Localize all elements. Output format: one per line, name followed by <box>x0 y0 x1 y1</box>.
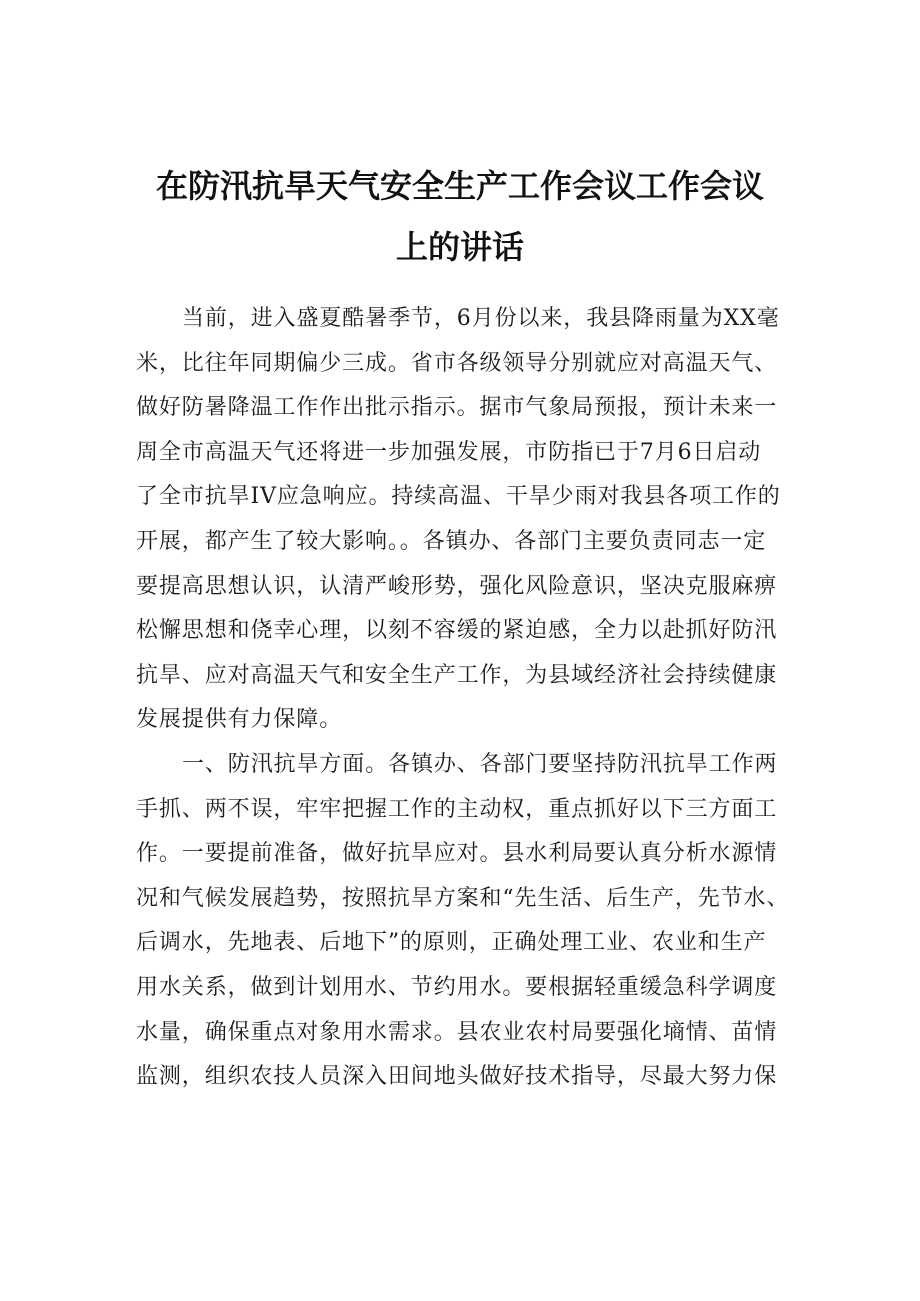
text-line: 米，比往年同期偏少三成。省市各级领导分别就应对高温天气、 <box>136 350 778 376</box>
text-line: 开展，都产生了较大影响。。各镇办、各部门主要负责同志一定 <box>136 528 767 554</box>
text-line: 做好防暑降温工作作出批示指示。据市气象局预报，预计未来一 <box>136 395 778 421</box>
text-line: 况和气候发展趋势，按照抗旱方案和“先生活、后生产，先节水、 <box>136 885 790 911</box>
text-line: 了全市抗旱IV应急响应。持续高温、干旱少雨对我县各项工作的 <box>136 484 781 510</box>
text-line: 监测，组织农技人员深入田间地头做好技术指导，尽最大努力保 <box>136 1064 778 1090</box>
text-line: 抗旱、应对高温天气和安全生产工作，为县域经济社会持续健康 <box>136 662 778 688</box>
page-title-line-2: 上的讲话 <box>395 228 524 266</box>
text-line: 周全市高温天气还将进一步加强发展，市防指已于7月6日启动 <box>136 439 762 465</box>
paragraph-1 <box>136 297 796 743</box>
page-title-line-1: 在防汛抗旱天气安全生产工作会议工作会议 <box>155 167 764 205</box>
text-line: 手抓、两不误，牢牢把握工作的主动权，重点抓好以下三方面工 <box>136 796 778 822</box>
text-line: 水量，确保重点对象用水需求。县农业农村局要强化墒情、苗情 <box>136 1019 778 1045</box>
text-line: 作。一要提前准备，做好抗旱应对。县水利局要认真分析水源情 <box>136 841 778 867</box>
text-line: 发展提供有力保障。 <box>136 707 343 733</box>
paragraph-2 <box>136 743 796 1100</box>
text-line: 松懈思想和侥幸心理，以刻不容缓的紧迫感，全力以赴抓好防汛 <box>136 618 778 644</box>
text-line: 后调水，先地表、后地下”的原则，正确处理工业、农业和生产 <box>136 930 767 956</box>
text-line: 要提高思想认识，认清严峻形势，强化风险意识，坚决克服麻痹 <box>136 573 778 599</box>
body-text <box>136 297 796 1100</box>
text-line: 一、防汛抗旱方面。各镇办、各部门要坚持防汛抗旱工作两 <box>182 751 778 777</box>
text-line: 当前，进入盛夏酷暑季节，6月份以来，我县降雨量为XX毫 <box>182 306 780 331</box>
text-line: 用水关系，做到计划用水、节约用水。要根据轻重缓急科学调度 <box>136 974 778 1000</box>
